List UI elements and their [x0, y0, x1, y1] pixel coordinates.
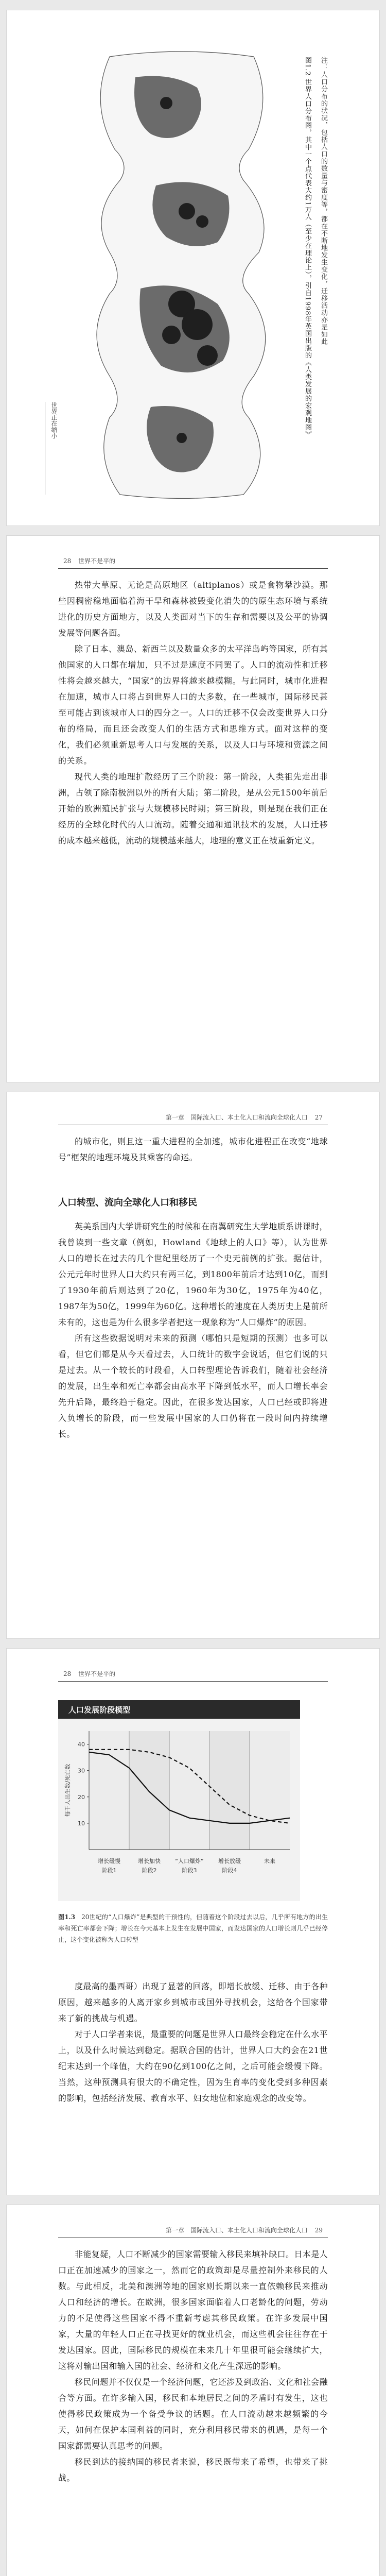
running-header	[58, 556, 328, 569]
paragraph: 现代人类的地理扩散经历了三个阶段：第一阶段，人类祖先走出非洲，占领了除南极洲以外的所有大陆；第二阶段，是从公元1500年前后开始的欧洲殖民扩张与大规模移民时期；第三阶段，则是现在我们正在经历的全球化时代的人口流动。随着交通和通讯技术的发展，人口迁移的成本越来越低，流动的规模越来越大，地理的意义正在被重新定义。	[58, 772, 328, 845]
paragraph: 度最高的墨西哥）出现了显著的回落，即增长放缓、迁移、由于各种原因，越来越多的人离开家乡到城市或国外寻找机会，这给各个国家带来了新的挑战与机遇。	[58, 1981, 328, 2023]
paragraph: 所有这些数据说明对未来的预测（哪怕只是短期的预测）也多可以看，但它们都是从今天看过去，人口统计的数字会说话，但它们说的只是过去。从一个较长的时段看，人口转型理论告诉我们，随着社会经济的发展，出生率和死亡率都会由高水平下降到低水平，而人口增长率会先升后降，最终趋于稳定。因此，在很多发达国家，人口已经或即将进入负增长的阶段，而一些发展中国家的人口仍将在一段时间内持续增长。	[58, 1333, 328, 1439]
population-chart	[58, 1700, 300, 1901]
body-text	[58, 2246, 328, 2486]
body-text	[58, 577, 328, 849]
figure-caption	[58, 1911, 328, 1945]
page-28	[7, 536, 379, 1082]
y-axis-label: 每千人出生数/死亡数	[64, 1764, 71, 1817]
phase-sub-label: 阶段4	[222, 1867, 237, 1874]
running-header	[58, 1113, 328, 1125]
world-population-map	[79, 46, 285, 500]
phase-sub-label: 阶段2	[142, 1867, 157, 1874]
map-caption: 图1.2 世界人口分布图，其中一个点代表大约1万人（至少在理论上），引自1998年英国出版的《人类发展的宏观地图》	[304, 57, 311, 438]
phase-label: 增长缓慢	[98, 1858, 120, 1865]
side-label: 世界正在缩小	[45, 402, 59, 495]
phase-label: 增长放缓	[218, 1858, 241, 1865]
page-27	[7, 1092, 379, 1638]
page-29	[7, 2205, 379, 2576]
paragraph: 移民到达的接纳国的移民者来说，移民既带来了希望，也带来了挑战。	[58, 2457, 328, 2483]
map-illustration	[79, 46, 285, 500]
body-text	[58, 1978, 328, 2106]
y-tick-label: 20	[78, 1793, 85, 1801]
phase-band	[89, 1731, 129, 1850]
paragraph: 移民问题并不仅仅是一个经济问题，它还涉及到政治、文化和社会融合等方面。在许多输入国，移民和本地居民之间的矛盾时有发生，这也使得移民政策成为一个备受争议的话题。在人口流动越来越频繁的今天，如何在保护本国利益的同时，充分利用移民带来的机遇，是每一个国家都需要认真思考的问题。	[58, 2377, 328, 2451]
paragraph: 对于人口学者来说，最重要的问题是世界人口最终会稳定在什么水平上，以及什么时候达到稳定。据联合国的估计，世界人口大约会在21世纪末达到一个峰值，大约在90亿到100亿之间，之后可能会缓慢下降。当然，这种预测具有很大的不确定性，因为生育率的变化受到多种因素的影响，包括经济发展、教育水平、妇女地位和家庭观念的改变等。	[58, 2029, 328, 2103]
running-header	[58, 2226, 328, 2238]
phase-label: 增长加快	[138, 1858, 161, 1865]
figure-number: 图1.3	[58, 1913, 76, 1921]
phase-label: “人口爆炸”	[175, 1858, 204, 1865]
chart-svg	[58, 1700, 300, 1901]
page-number: 28	[63, 557, 72, 565]
y-tick-label: 10	[78, 1820, 85, 1827]
phase-sub-label: 阶段1	[101, 1867, 117, 1874]
chart-title: 人口发展阶段模型	[68, 1705, 131, 1715]
page-28b	[7, 1649, 379, 2195]
phase-sub-label: 阶段3	[182, 1867, 197, 1874]
phase-label: 未来	[264, 1858, 275, 1865]
paragraph: 非能复疑，人口不断减少的国家需要输入移民来填补缺口。日本是人口正在加速减少的国家之一，然而它的政策却是尽量控制外来移民的人数。与此相反，北美和澳洲等地的国家则长期以来一直依赖移民来推动人口和经济的增长。在欧洲，很多国家面临着人口老龄化的问题，劳动力的不足使得这些国家不得不重新考虑其移民政策。在许多发展中国家，大量的年轻人口正在寻找更好的就业机会，而这些机会往往存在于发达国家。因此，国际移民的规模在未来几十年里很可能会继续扩大，这将对输出国和输入国的社会、经济和文化产生深远的影响。	[58, 2249, 328, 2371]
phase-band	[169, 1731, 209, 1850]
phase-band	[250, 1731, 290, 1850]
body-text	[58, 1218, 328, 1442]
intro-text	[58, 1133, 328, 1165]
section-title: 人口转型、流向全球化人口和移民	[58, 1197, 197, 1208]
page-number: 27	[314, 1114, 323, 1121]
book-title: 世界不是平的	[78, 557, 116, 565]
paragraph: 除了日本、澳岛、新西兰以及数量众多的太平洋岛屿等国家，所有其他国家的人口都在增加，只不过是速度不同罢了。人口的流动性和迁移性将会越来越大，“国家”的边界将越来越模糊。与此同时，城市化进程在加速，城市人口将占到世界人口的大多数，在一些城市，国际移民甚至可能占到该城市人口的四分之一。人口的迁移不仅会改变世界人口分布的格局，而且还会改变人们的生活方式和思维方式。面对这样的变化，我们必须重新思考人口与发展的关系，以及人口与环境和资源之间的关系。	[58, 644, 328, 766]
chapter-header: 第一章 国际流入口、本土化人口和流向全球化人口	[165, 1114, 308, 1121]
book-title: 世界不是平的	[78, 1670, 116, 1677]
running-header	[58, 1669, 328, 1682]
phase-band	[129, 1731, 169, 1850]
y-tick-label: 40	[78, 1741, 85, 1748]
page-map	[7, 10, 379, 526]
chapter-header: 第一章 国际流入口、本土化人口和流向全球化人口	[165, 2227, 308, 2234]
figure-caption-text: 20世纪的“人口爆炸”是典型的干预性的，但随着这个阶段过去以后，几乎所有地方的出生率和死亡率都会下降；增长在今天基本上发生在发展中国家，而发达国家的人口增长则几乎已经停止，这个变化被称为人口转型	[58, 1913, 328, 1943]
paragraph: 热带大草原、无论是高原地区（altiplanos）或是食物攀沙漠。那些因稠密稳地面临着海干旱和森林被毁变化消失的的原生态环境与系统进化的历史方面地方，以及人类面对当下的生存和需要以及公平的协调发展等问题各面。	[58, 580, 328, 638]
phase-band	[209, 1731, 250, 1850]
page-number: 29	[314, 2227, 323, 2234]
page-number: 28	[63, 1670, 72, 1677]
map-caption-note: 注：人口分布的状况，包括人口的数量与密度等，都在不断地发生变化，迁移活动亦是如此	[320, 57, 327, 345]
paragraph: 的城市化，则且这一重大进程的全加速，城市化进程正在改变“地球号”框架的地理环境及其乘客的命运。	[58, 1137, 328, 1162]
y-tick-label: 30	[78, 1767, 85, 1774]
paragraph: 英美系国内大学讲研究生的时候和在南翼研究生大学地质系讲课时，我曾读到一些文章（例如，Howland《地球上的人口》等），认为世界人口的增长在过去的几个世纪里经历了一个史无前例的扩张。据估计，公元元年时世界人口大约只有两三亿，到1800年前后才达到10亿，而到了1930年前后则达到了20亿，1960年为30亿，1975年为40亿，1987年为50亿，1999年为60亿。这种增长的速度在人类历史上是前所未有的，这也是为什么很多学者把这一现象称为“人口爆炸”的原因。	[58, 1222, 328, 1327]
